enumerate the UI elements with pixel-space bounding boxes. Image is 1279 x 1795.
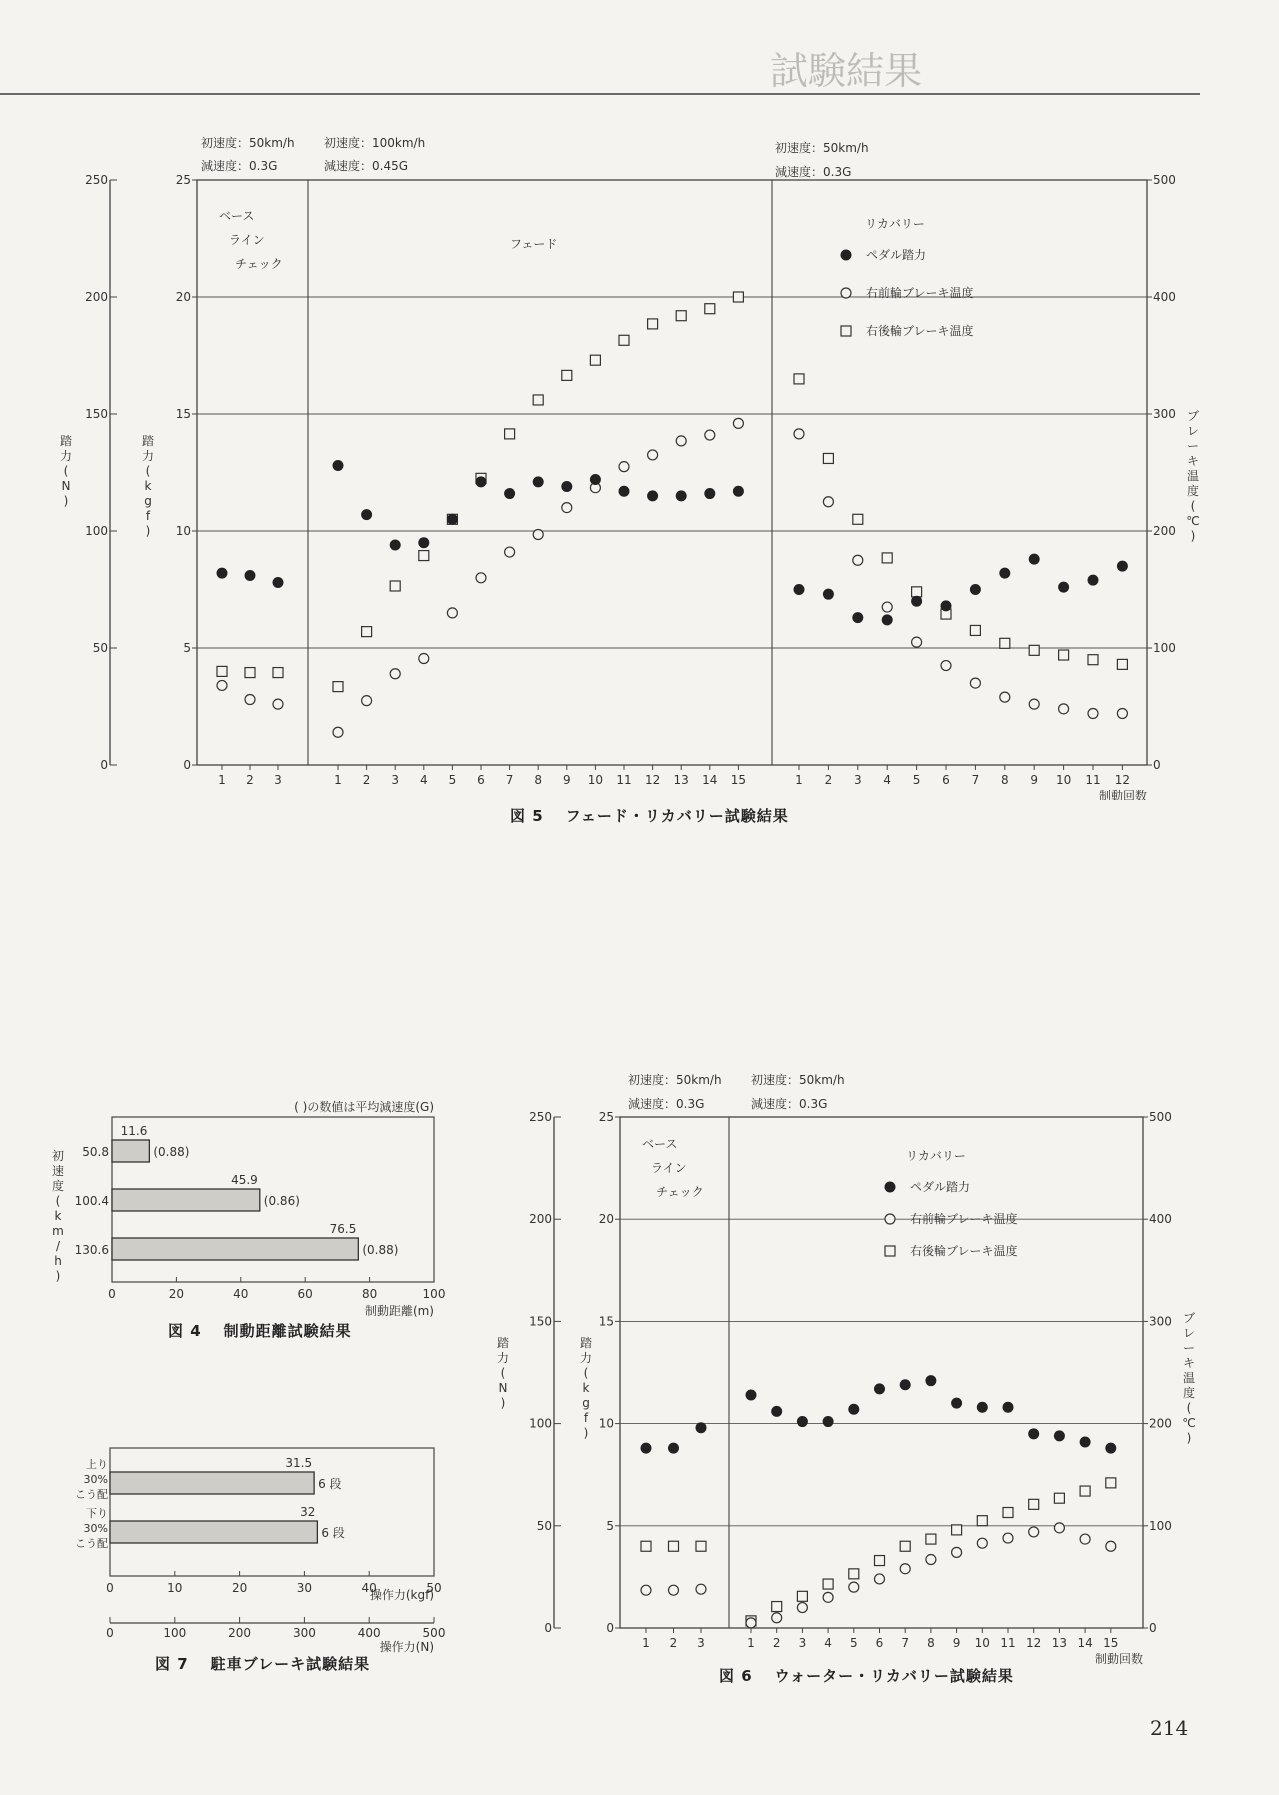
header-ghost-text: 試験結果	[770, 49, 923, 93]
fig5-x-tick-label: 3	[391, 773, 400, 787]
fig6-front-temp-point	[696, 1584, 706, 1594]
page-number: 214	[1150, 1716, 1189, 1740]
fig6-rear-temp-point	[641, 1541, 651, 1551]
fig7-category-label: 上り	[86, 1458, 108, 1471]
fig4-value-label: 11.6	[120, 1124, 148, 1138]
fig6-xlabel: 制動回数	[1094, 1652, 1143, 1666]
fig5-kgf-tick-label: 10	[175, 524, 191, 538]
fig6-front-temp-point	[641, 1585, 651, 1595]
fig7-annotation: 6 段	[321, 1526, 345, 1540]
fig6-rear-temp-point	[669, 1541, 679, 1551]
fig5-ylabel-kgf: 踏力( k g f )	[141, 434, 155, 538]
fig4-caption-text: 制動距離試験結果	[223, 1322, 352, 1340]
fig4-x-tick-label: 20	[168, 1287, 185, 1301]
fig6-pedal-point	[977, 1402, 988, 1413]
fig5-n-tick-label: 250	[85, 173, 108, 187]
fig6-temp-tick-label: 500	[1149, 1110, 1172, 1124]
fig5-x-tick-label: 10	[1055, 773, 1072, 787]
fig6-rear-temp-point	[823, 1579, 833, 1589]
fig6-section-recovery-label: リカバリー	[906, 1149, 966, 1163]
fig4-x-tick-label: 80	[361, 1287, 378, 1301]
fig5-temp-tick-label: 0	[1153, 758, 1161, 772]
fig6-x-tick-label: 13	[1051, 1636, 1068, 1650]
fig5-legend-pedal-label: ペダル踏力	[866, 248, 927, 262]
fig5-xlabel: 制動回数	[1098, 789, 1147, 800]
fig6-front-temp-point	[875, 1574, 885, 1584]
fig6-kgf-tick-label: 25	[598, 1110, 614, 1124]
fig4-xlabel: 制動距離(m)	[364, 1304, 434, 1318]
fig6-x-tick-label: 1	[747, 1636, 755, 1650]
fig6-front-temp-point	[849, 1582, 859, 1592]
fig6-cond-base-decel: 減速度：0.3G	[628, 1097, 705, 1111]
fig7-x-tick-label: 30	[296, 1581, 313, 1595]
fig4-annotation: (0.88)	[153, 1145, 190, 1159]
fig5-x-tick-label: 1	[218, 773, 226, 787]
fig6-temp-tick-label: 300	[1149, 1314, 1172, 1329]
fig5-n-tick-label: 100	[85, 524, 108, 538]
fig6-x-tick-label: 10	[974, 1636, 990, 1650]
fig7-n-tick-label: 400	[357, 1626, 381, 1640]
fig4-note: ( )の数値は平均減速度(G)	[294, 1100, 434, 1114]
fig6-x-tick-label: 9	[952, 1636, 961, 1650]
fig6-pedal-point	[771, 1406, 782, 1417]
fig6-legend-rear-label: 右後輪ブレーキ温度	[910, 1244, 1018, 1258]
fig7-caption-number: 図 7	[155, 1655, 189, 1673]
fig4-ylabel: 初速度( k m / h )	[51, 1149, 65, 1283]
fig6-x-tick-label: 5	[849, 1636, 858, 1650]
fig6-kgf-tick-label: 5	[606, 1518, 614, 1533]
fig7-x-tick-label: 0	[106, 1581, 114, 1595]
fig5-x-tick-label: 15	[730, 773, 747, 787]
fig6-front-temp-point	[926, 1555, 936, 1565]
fig5-section-base-label: ベース	[219, 209, 255, 223]
fig6-rear-temp-point	[849, 1569, 859, 1579]
fig5-x-tick-label: 14	[702, 773, 718, 787]
fig6-n-tick-label: 150	[529, 1314, 552, 1329]
fig6-x-tick-label: 7	[901, 1636, 910, 1650]
fig7-category-label: こう配	[75, 1488, 108, 1501]
fig7-n-tick-label: 300	[292, 1626, 316, 1640]
fig6-pedal-point	[874, 1383, 885, 1394]
fig6-front-temp-point	[900, 1564, 910, 1574]
fig6-front-temp-point	[1054, 1523, 1064, 1533]
fig6-x-tick-label: 15	[1103, 1636, 1119, 1650]
fig6-front-temp-point	[669, 1585, 679, 1595]
fig6-n-tick-label: 250	[529, 1110, 552, 1124]
fig4-x-tick-label: 100	[422, 1287, 446, 1301]
fig6-cond-base-speed: 初速度：50km/h	[628, 1073, 722, 1087]
fig6-caption	[719, 1665, 1014, 1686]
fig6-temp-tick-label: 400	[1149, 1212, 1172, 1227]
fig7-n-tick-label: 500	[422, 1626, 446, 1640]
fig7-x-tick-label: 20	[231, 1581, 248, 1595]
fig6-x-tick-label: 14	[1077, 1636, 1093, 1650]
fig6-ylabel-n: 踏力( N )	[496, 1336, 510, 1410]
fig6-x-tick-label: 3	[798, 1636, 807, 1650]
fig6-front-temp-point	[772, 1613, 782, 1623]
fig4-x-tick-label: 0	[108, 1287, 116, 1301]
fig6-legend-front-label: 右前輪ブレーキ温度	[910, 1212, 1018, 1226]
fig6-pedal-point	[668, 1443, 679, 1454]
fig5-cond-recovery-decel: 減速度：0.3G	[775, 165, 852, 179]
fig5-x-tick-label: 2	[362, 773, 371, 787]
fig6-pedal-point	[797, 1416, 808, 1427]
fig6-pedal-point	[951, 1398, 962, 1409]
fig5-x-tick-label: 9	[1030, 773, 1039, 787]
fig6-legend-pedal-marker	[885, 1182, 896, 1193]
fig6-rear-temp-point	[875, 1556, 885, 1566]
fig7-x-tick-label: 10	[167, 1581, 183, 1595]
fig5-caption-text: フェード・リカバリー試験結果	[565, 807, 789, 825]
fig6-front-temp-point	[1003, 1533, 1013, 1543]
fig5-ylabel-n: 踏力( N )	[59, 434, 73, 508]
fig7-category-label: 30%	[83, 1522, 108, 1535]
fig6-section-base-label: チェック	[656, 1185, 704, 1199]
fig6-rear-temp-point	[926, 1534, 936, 1544]
fig6-kgf-tick-label: 20	[598, 1212, 614, 1227]
fig4-category-label: 50.8	[82, 1145, 109, 1159]
fig5-temp-tick-label: 400	[1153, 290, 1176, 304]
fig6-ylabel-temp: ブレーキ温度( ℃ )	[1182, 1311, 1196, 1445]
fig5-n-tick-label: 200	[85, 290, 108, 304]
fig6-legend-rear-marker	[885, 1246, 895, 1256]
fig6-pedal-point	[848, 1404, 859, 1415]
fig6-rear-temp-point	[900, 1541, 910, 1551]
fig5-section-base-label: ライン	[229, 233, 265, 247]
fig6-temp-tick-label: 200	[1149, 1416, 1172, 1431]
fig4-annotation: (0.88)	[362, 1243, 399, 1257]
fig5-section-base-label: チェック	[235, 257, 283, 271]
fig5-kgf-tick-label: 5	[183, 641, 191, 655]
fig6-x-tick-label: 4	[824, 1636, 832, 1650]
fig5-ylabel-temp: ブレーキ温度( ℃ )	[1186, 409, 1200, 543]
fig5-caption-number: 図 5	[510, 807, 544, 825]
fig5-temp-tick-label: 300	[1153, 407, 1176, 421]
fig6-front-temp-point	[823, 1592, 833, 1602]
fig5-cond-fade-speed: 初速度：100km/h	[324, 136, 426, 150]
fig5-x-tick-label: 10	[587, 773, 604, 787]
fig5-temp-tick-label: 200	[1153, 524, 1176, 538]
fig6-legend-pedal-label: ペダル踏力	[910, 1180, 971, 1194]
fig5-legend-rear-label: 右後輪ブレーキ温度	[866, 324, 974, 338]
fig6-pedal-point	[925, 1375, 936, 1386]
fig5-x-tick-label: 13	[673, 773, 689, 787]
fig4-value-label: 76.5	[329, 1222, 357, 1236]
fig6-rear-temp-point	[797, 1591, 807, 1601]
fig4-value-label: 45.9	[231, 1173, 258, 1187]
fig5-x-tick-label: 1	[795, 773, 803, 787]
fig5-x-tick-label: 6	[477, 773, 485, 787]
fig7-value-label: 32	[300, 1505, 316, 1519]
fig6-x-tick-label: 3	[697, 1636, 705, 1650]
fig7-x-tick-label: 40	[361, 1581, 377, 1595]
fig6-pedal-point	[823, 1416, 834, 1427]
fig5-section-recovery-label: リカバリー	[865, 217, 925, 231]
fig5-cond-base-speed: 初速度：50km/h	[201, 136, 295, 150]
fig5-cond-base-decel: 減速度：0.3G	[201, 159, 278, 173]
fig6-front-temp-point	[952, 1547, 962, 1557]
fig6-front-temp-point	[746, 1618, 756, 1628]
fig5-cond-fade-decel: 減速度：0.45G	[324, 159, 409, 173]
fig5-kgf-tick-label: 20	[175, 290, 191, 304]
fig7-x-tick-label: 50	[426, 1581, 442, 1595]
fig5-x-tick-label: 7	[505, 773, 514, 787]
fig5-n-tick-label: 0	[100, 758, 108, 772]
fig5-x-tick-label: 4	[883, 773, 892, 787]
fig6-front-temp-point	[977, 1538, 987, 1548]
fig6-x-tick-label: 11	[1000, 1636, 1016, 1650]
fig5-temp-tick-label: 100	[1153, 641, 1176, 655]
fig6-rear-temp-point	[772, 1602, 782, 1612]
fig6-kgf-tick-label: 10	[598, 1416, 614, 1431]
fig6-n-tick-label: 50	[536, 1518, 552, 1533]
fig6-rear-temp-point	[952, 1525, 962, 1535]
fig7-category-label: こう配	[75, 1537, 108, 1550]
fig4-annotation: (0.86)	[263, 1194, 300, 1208]
fig6-temp-tick-label: 100	[1149, 1518, 1172, 1533]
fig5-x-tick-label: 2	[824, 773, 833, 787]
fig6-pedal-point	[641, 1443, 652, 1454]
fig6-x-tick-label: 2	[772, 1636, 781, 1650]
fig6-x-tick-label: 2	[669, 1636, 678, 1650]
fig6-caption-text: ウォーター・リカバリー試験結果	[774, 1667, 1014, 1685]
fig6-section-base-label: ライン	[651, 1161, 687, 1175]
fig5-cond-recovery-speed: 初速度：50km/h	[775, 141, 869, 155]
fig6-rear-temp-point	[696, 1541, 706, 1551]
fig7-n-tick-label: 100	[163, 1626, 187, 1640]
fig5-x-tick-label: 12	[1114, 773, 1131, 787]
fig4-x-tick-label: 40	[233, 1287, 249, 1301]
fig5-x-tick-label: 8	[534, 773, 543, 787]
fig5-x-tick-label: 11	[1085, 773, 1101, 787]
fig7-annotation: 6 段	[318, 1477, 342, 1491]
fig5-x-tick-label: 8	[1000, 773, 1009, 787]
fig7-xlabel-n: 操作力(N)	[379, 1640, 434, 1654]
fig5-x-tick-label: 9	[562, 773, 571, 787]
fig6-kgf-tick-label: 15	[598, 1314, 614, 1329]
fig5-x-tick-label: 3	[274, 773, 282, 787]
fig4-caption-number: 図 4	[168, 1322, 202, 1340]
fig6-rear-temp-point	[1106, 1478, 1116, 1488]
fig6-rear-temp-point	[977, 1516, 987, 1526]
fig6-legend-front-marker	[885, 1214, 895, 1224]
fig6-x-tick-label: 1	[642, 1636, 650, 1650]
fig6-front-temp-point	[797, 1603, 807, 1613]
fig6-front-temp-point	[1106, 1541, 1116, 1551]
fig6-rear-temp-point	[1080, 1486, 1090, 1496]
fig6-front-temp-point	[1029, 1527, 1039, 1537]
fig5-x-tick-label: 1	[334, 773, 342, 787]
fig6-kgf-tick-label: 0	[606, 1621, 614, 1635]
fig5-x-tick-label: 5	[912, 773, 921, 787]
fig6-front-temp-point	[1080, 1534, 1090, 1544]
fig5-x-tick-label: 2	[246, 773, 254, 787]
fig6-n-tick-label: 200	[529, 1212, 552, 1227]
fig6-pedal-point	[696, 1422, 707, 1433]
fig6-section-base-label: ベース	[642, 1137, 678, 1151]
fig5-temp-tick-label: 500	[1153, 173, 1176, 187]
fig5-x-tick-label: 4	[419, 773, 428, 787]
fig5-section-fade-label: フェード	[510, 237, 558, 251]
fig6-pedal-point	[1080, 1436, 1091, 1447]
fig6-n-tick-label: 100	[529, 1416, 552, 1431]
fig6-rear-temp-point	[1054, 1493, 1064, 1503]
fig5-x-tick-label: 6	[942, 773, 950, 787]
fig5-legend-front-label: 右前輪ブレーキ温度	[866, 286, 974, 300]
fig5-kgf-tick-label: 0	[183, 758, 191, 772]
fig7-category-label: 下り	[86, 1507, 108, 1520]
fig7-xlabel-kgf: 操作力(kgf)	[369, 1588, 434, 1602]
fig7-n-tick-label: 0	[106, 1626, 114, 1640]
fig6-pedal-point	[746, 1389, 757, 1400]
fig5-n-tick-label: 150	[85, 407, 108, 421]
fig6-pedal-point	[1105, 1443, 1116, 1454]
fig5-n-tick-label: 50	[92, 641, 108, 655]
fig6-pedal-point	[1054, 1430, 1065, 1441]
fig7-caption-text: 駐車ブレーキ試験結果	[210, 1655, 371, 1673]
fig6-cond-recovery-speed: 初速度：50km/h	[751, 1073, 845, 1087]
fig6-rear-temp-point	[1003, 1508, 1013, 1518]
fig6-pedal-point	[900, 1379, 911, 1390]
fig4-category-label: 100.4	[74, 1194, 109, 1208]
fig6-x-tick-label: 6	[875, 1636, 884, 1650]
fig5-x-tick-label: 7	[971, 773, 980, 787]
fig5-kgf-tick-label: 15	[175, 407, 191, 421]
fig6-rear-temp-point	[1029, 1499, 1039, 1509]
fig5-x-tick-label: 3	[853, 773, 862, 787]
fig5-kgf-tick-label: 25	[175, 173, 191, 187]
fig5-x-tick-label: 5	[448, 773, 457, 787]
fig7-n-tick-label: 200	[228, 1626, 252, 1640]
fig5-x-tick-label: 12	[644, 773, 661, 787]
fig6-x-tick-label: 12	[1026, 1636, 1042, 1650]
fig4-category-label: 130.6	[74, 1243, 109, 1257]
fig6-ylabel-kgf: 踏力( k g f )	[579, 1336, 593, 1440]
fig6-n-tick-label: 0	[544, 1621, 552, 1635]
fig4-x-tick-label: 60	[297, 1287, 313, 1301]
fig5-x-tick-label: 11	[616, 773, 632, 787]
fig6-caption-number: 図 6	[719, 1667, 753, 1685]
fig6-pedal-point	[1003, 1402, 1014, 1413]
fig6-temp-tick-label: 0	[1149, 1621, 1157, 1635]
fig7-value-label: 31.5	[285, 1456, 313, 1470]
fig6-x-tick-label: 8	[927, 1636, 935, 1650]
fig7-category-label: 30%	[83, 1473, 108, 1486]
fig6-cond-recovery-decel: 減速度：0.3G	[751, 1097, 828, 1111]
fig6-pedal-point	[1028, 1428, 1039, 1439]
